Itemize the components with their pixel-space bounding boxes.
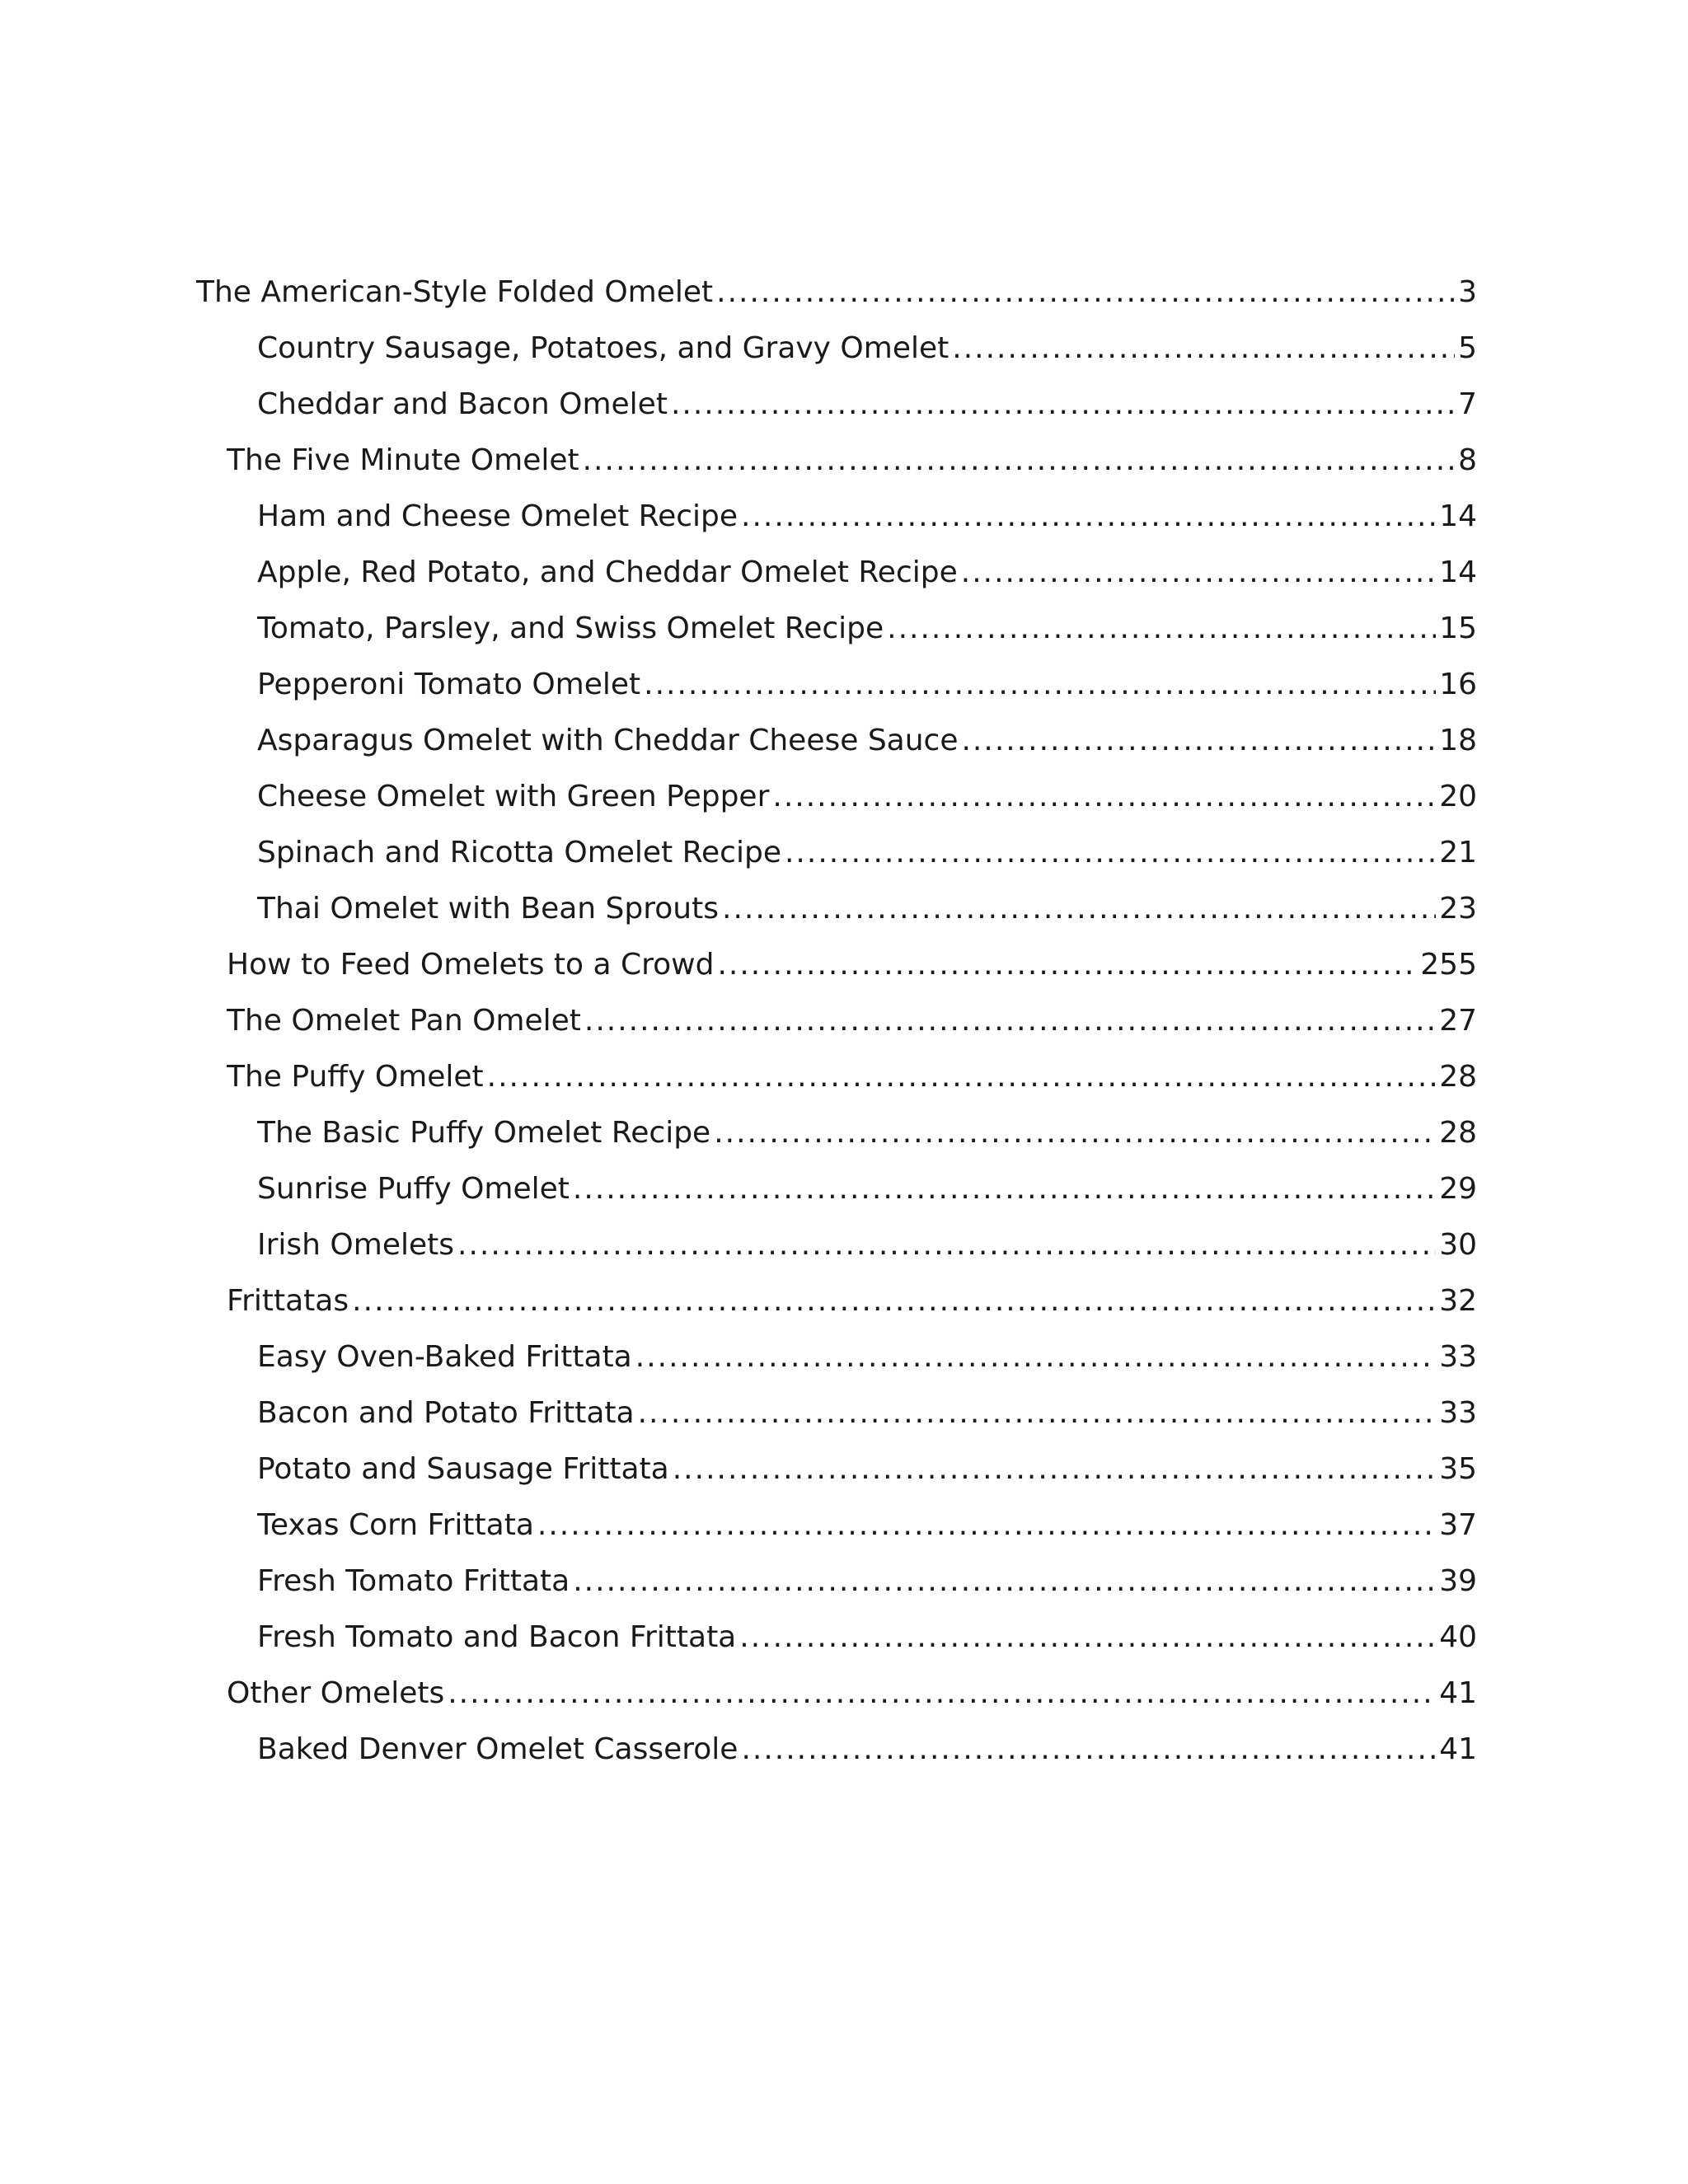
dot-leader: [961, 555, 1436, 590]
dot-leader: [644, 668, 1436, 702]
toc-entry[interactable]: [257, 709, 1477, 758]
toc-entry[interactable]: [257, 765, 1477, 814]
toc-entry-title: How to Feed Omelets to a Crowd: [227, 948, 715, 982]
toc-entry[interactable]: [257, 1101, 1477, 1151]
toc-entry-title: The Basic Puffy Omelet Recipe: [257, 1116, 711, 1150]
dot-leader: [741, 1732, 1436, 1767]
toc-entry-title: Country Sausage, Potatoes, and Gravy Omelet: [257, 331, 950, 365]
toc-entry-page: 16: [1439, 668, 1477, 701]
toc-entry[interactable]: [257, 1381, 1477, 1431]
toc-entry-page: 28: [1439, 1060, 1477, 1094]
dot-leader: [887, 612, 1436, 646]
toc-entry-page: 33: [1439, 1396, 1477, 1430]
toc-entry-title: Thai Omelet with Bean Sprouts: [257, 892, 719, 926]
toc-entry-title: Bacon and Potato Frittata: [257, 1396, 635, 1430]
toc-entry-title: The Omelet Pan Omelet: [227, 1004, 581, 1038]
toc-entry[interactable]: [257, 877, 1477, 926]
dot-leader: [352, 1284, 1436, 1319]
toc-entry-page: 32: [1439, 1284, 1477, 1318]
toc-entry-page: 41: [1439, 1676, 1477, 1710]
dot-leader: [638, 1396, 1437, 1431]
toc-entry-title: Apple, Red Potato, and Cheddar Omelet Recipe: [257, 555, 958, 589]
toc-entry[interactable]: [257, 653, 1477, 702]
toc-entry-page: 30: [1439, 1228, 1477, 1262]
dot-leader: [717, 948, 1417, 982]
toc-entry-title: Asparagus Omelet with Cheddar Cheese Sauce: [257, 724, 959, 757]
dot-leader: [772, 780, 1436, 814]
toc-entry-page: 8: [1458, 443, 1477, 477]
toc-entry-title: Fresh Tomato Frittata: [257, 1564, 570, 1598]
dot-leader: [583, 443, 1455, 478]
dot-leader: [457, 1228, 1436, 1263]
toc-entry[interactable]: [257, 1437, 1477, 1487]
dot-leader: [635, 1340, 1436, 1375]
toc-entry-page: 40: [1439, 1620, 1477, 1654]
toc-entry-title: Sunrise Puffy Omelet: [257, 1172, 570, 1206]
toc-entry-page: 29: [1439, 1172, 1477, 1206]
dot-leader: [952, 331, 1455, 366]
toc-entry[interactable]: [257, 1718, 1477, 1767]
toc-entry-title: Easy Oven-Baked Frittata: [257, 1340, 632, 1374]
toc-entry-title: Irish Omelets: [257, 1228, 455, 1262]
toc-entry-page: 21: [1439, 836, 1477, 869]
toc-entry-title: Cheese Omelet with Green Pepper: [257, 780, 770, 813]
toc-entry-page: 41: [1439, 1732, 1477, 1766]
toc-entry[interactable]: [257, 821, 1477, 870]
dot-leader: [673, 1452, 1436, 1487]
toc-entry[interactable]: [227, 429, 1477, 478]
toc-entry-page: 255: [1420, 948, 1477, 982]
toc-entry-title: The Five Minute Omelet: [227, 443, 579, 477]
toc-entry-title: Fresh Tomato and Bacon Frittata: [257, 1620, 737, 1654]
toc-entry-page: 37: [1439, 1508, 1477, 1542]
toc-entry-page: 5: [1458, 331, 1477, 365]
dot-leader: [716, 275, 1455, 310]
toc-entry[interactable]: [257, 316, 1477, 366]
toc-entry-title: Frittatas: [227, 1284, 349, 1318]
toc-entry[interactable]: [257, 1157, 1477, 1207]
toc-entry-page: 20: [1439, 780, 1477, 813]
dot-leader: [671, 387, 1455, 422]
dot-leader: [448, 1676, 1436, 1711]
toc-entry[interactable]: [227, 933, 1477, 982]
toc-entry[interactable]: [257, 1605, 1477, 1655]
toc-entry[interactable]: [227, 989, 1477, 1038]
toc-entry-title: Texas Corn Frittata: [257, 1508, 534, 1542]
toc-entry-page: 7: [1458, 387, 1477, 421]
toc-entry-page: 14: [1439, 555, 1477, 589]
toc-entry[interactable]: [257, 1325, 1477, 1375]
toc-entry-title: Potato and Sausage Frittata: [257, 1452, 669, 1486]
toc-entry-page: 23: [1439, 892, 1477, 926]
toc-entry-title: Other Omelets: [227, 1676, 445, 1710]
toc-entry-page: 28: [1439, 1116, 1477, 1150]
toc-entry[interactable]: [227, 1269, 1477, 1319]
toc-entry[interactable]: [257, 597, 1477, 646]
toc-entry-title: Ham and Cheese Omelet Recipe: [257, 499, 738, 533]
dot-leader: [573, 1172, 1436, 1207]
toc-entry-title: Spinach and Ricotta Omelet Recipe: [257, 836, 781, 869]
toc-entry[interactable]: [257, 1549, 1477, 1599]
toc-entry-title: The American-Style Folded Omelet: [196, 275, 714, 309]
dot-leader: [741, 499, 1436, 534]
dot-leader: [961, 724, 1436, 758]
toc-entry[interactable]: [257, 1493, 1477, 1543]
dot-leader: [537, 1508, 1436, 1543]
dot-leader: [739, 1620, 1436, 1655]
toc-entry-page: 35: [1439, 1452, 1477, 1486]
toc-entry-title: The Puffy Omelet: [227, 1060, 484, 1094]
toc-entry-page: 15: [1439, 612, 1477, 645]
toc-entry-page: 18: [1439, 724, 1477, 757]
dot-leader: [573, 1564, 1436, 1599]
toc-entry[interactable]: [257, 373, 1477, 422]
dot-leader: [584, 1004, 1436, 1038]
toc-entry-page: 3: [1458, 275, 1477, 309]
toc-entry[interactable]: [257, 485, 1477, 534]
toc-entry[interactable]: [196, 260, 1477, 310]
dot-leader: [722, 892, 1436, 926]
toc-entry-title: Tomato, Parsley, and Swiss Omelet Recipe: [257, 612, 884, 645]
toc-entry-page: 27: [1439, 1004, 1477, 1038]
toc-entry[interactable]: [227, 1661, 1477, 1711]
toc-entry[interactable]: [257, 1213, 1477, 1263]
toc-entry-title: Cheddar and Bacon Omelet: [257, 387, 668, 421]
toc-entry[interactable]: [257, 541, 1477, 590]
toc-entry[interactable]: [227, 1045, 1477, 1094]
toc-entry-title: Baked Denver Omelet Casserole: [257, 1732, 738, 1766]
dot-leader: [785, 836, 1436, 870]
dot-leader: [487, 1060, 1437, 1094]
toc-entry-page: 39: [1439, 1564, 1477, 1598]
toc-entry-page: 33: [1439, 1340, 1477, 1374]
dot-leader: [714, 1116, 1436, 1151]
toc-entry-page: 14: [1439, 499, 1477, 533]
toc-entry-title: Pepperoni Tomato Omelet: [257, 668, 641, 701]
